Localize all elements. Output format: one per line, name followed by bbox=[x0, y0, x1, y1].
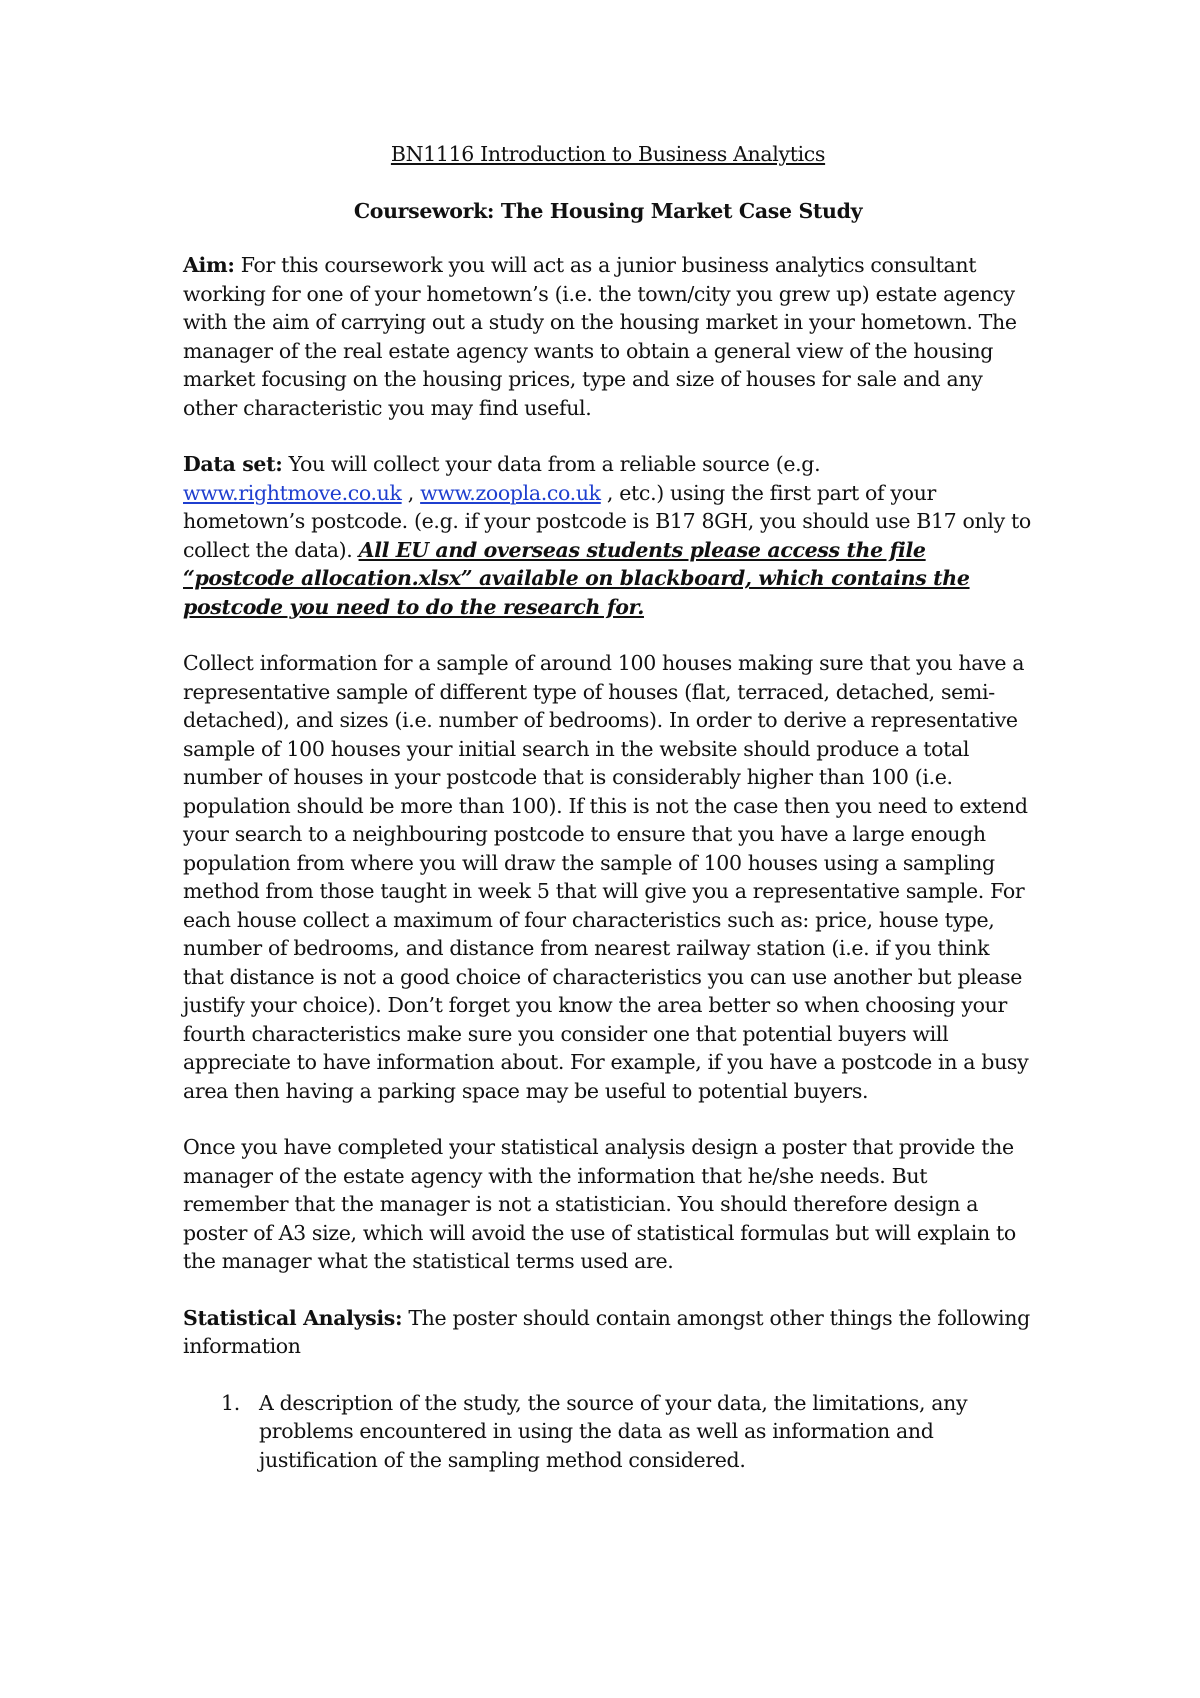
collect-paragraph: Collect information for a sample of around 100 houses making sure that you have a representative sample of different type of houses (flat, terraced, detached, semi-detached), and sizes (i.e. number of bedrooms). In order to derive a representative sample of 100 houses your initial search in the website should produce a total number of houses in your postcode that is considerably higher than 100 (i.e. population should be more than 100). If this is not the case then you need to extend your search to a neighbouring postcode to ensure that you have a large enough population from where you will draw the sample of 100 houses using a sampling method from those taught in week 5 that will give you a representative sample. For each house collect a maximum of four characteristics such as: price, house type, number of bedrooms, and distance from nearest railway station (i.e. if you think that distance is not a good choice of characteristics you can use another but please justify your choice). Don’t forget you know the area better so when choosing your fourth characteristics make sure you consider one that potential buyers will appreciate to have information about. For example, if you have a postcode in a busy area then having a parking space may be useful to potential buyers. bbox=[183, 651, 1029, 1103]
aim-paragraph bbox=[183, 251, 1033, 422]
eu-students-notice: All EU and overseas students please access the file “postcode allocation.xlsx” available on blackboard, which contains the postcode you need to do the research for. bbox=[183, 537, 970, 619]
dataset-text-1: You will collect your data from a reliable source (e.g. bbox=[282, 452, 821, 476]
course-title: BN1116 Introduction to Business Analytics bbox=[390, 142, 826, 166]
document-page bbox=[183, 140, 1033, 1474]
list-item-text: A description of the study, the source of your data, the limitations, any problems encountered in using the data as well as information and justification of the sampling method considered. bbox=[259, 1390, 968, 1472]
coursework-title: Coursework: The Housing Market Case Study bbox=[353, 198, 863, 223]
list-item bbox=[183, 1389, 1033, 1475]
poster-paragraph: Once you have completed your statistical analysis design a poster that provide the manager of the estate agency with the information that he/she needs. But remember that the manager is not a statistician. You should therefore design a poster of A3 size, which will avoid the use of statistical formulas but will explain to the manager what the statistical terms used are. bbox=[183, 1135, 1016, 1273]
aim-text: For this coursework you will act as a junior business analytics consultant working for one of your hometown’s (i.e. the town/city you grew up) estate agency with the aim of carrying out a study on the housing market in your hometown. The manager of the real estate agency wants to obtain a general view of the housing market focusing on the housing prices, type and size of houses for sale and any other characteristic you may find useful. bbox=[183, 253, 1017, 420]
zoopla-link[interactable]: www.zoopla.co.uk bbox=[420, 480, 601, 505]
aim-label: Aim: bbox=[183, 253, 235, 277]
dataset-paragraph bbox=[183, 450, 1033, 621]
dataset-label: Data set: bbox=[183, 452, 283, 476]
requirements-list bbox=[183, 1389, 1033, 1475]
list-item-number: 1. bbox=[221, 1390, 240, 1415]
dataset-text-2: , etc.) using the first part of your hometown’s postcode. (e.g. if your postcode is B17 8GH, you should use B17 only to collect the data). bbox=[183, 480, 1031, 562]
statistical-analysis-paragraph bbox=[183, 1304, 1033, 1361]
rightmove-link[interactable]: www.rightmove.co.uk bbox=[183, 480, 402, 505]
statistical-analysis-label: Statistical Analysis: bbox=[183, 1305, 403, 1330]
link-separator: , bbox=[401, 480, 421, 505]
statistical-analysis-text: The poster should contain amongst other things the following information bbox=[183, 1305, 1030, 1358]
